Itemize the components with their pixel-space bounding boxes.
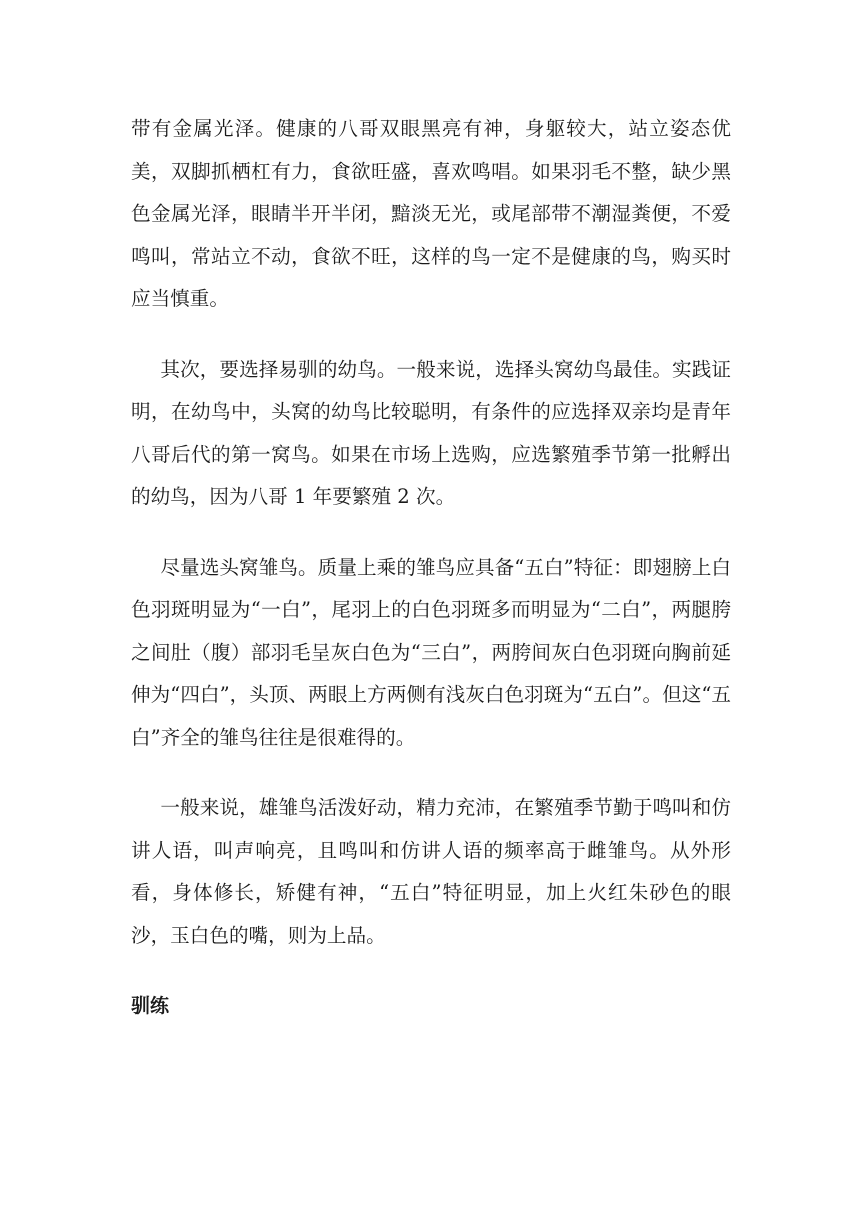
paragraph-health-signs: 带有金属光泽。健康的八哥双眼黑亮有神，身躯较大，站立姿态优美，双脚抓栖杠有力，食欲旺盛，喜欢鸣唱。如果羽毛不整，缺少黑色金属光泽，眼睛半开半闭，黯淡无光，或尾部带不潮湿粪便，不爱鸣叫，常站立不动，食欲不旺，这样的鸟一定不是健康的鸟，购买时应当慎重。 — [131, 117, 731, 310]
paragraph-male-chick: 一般来说，雄雏鸟活泼好动，精力充沛，在繁殖季节勤于鸣叫和仿讲人语，叫声响亮，且鸣叫和仿讲人语的频率高于雌雏鸟。从外形看，身体修长，矫健有神，“五白”特征明显，加上火红朱砂色的眼沙，玉白色的嘴，则为上品。 — [131, 796, 731, 947]
section-heading-training: 驯练 — [131, 995, 170, 1017]
document-body — [131, 108, 731, 1028]
paragraph-five-whites: 尽量选头窝雏鸟。质量上乘的雏鸟应具备“五白”特征：即翅膀上白色羽斑明显为“一白”，尾羽上的白色羽斑多而明显为“二白”，两腿胯之间肚（腹）部羽毛呈灰白色为“三白”，两胯间灰白色羽斑向胸前延伸为“四白”，头顶、两眼上方两侧有浅灰白色羽斑为“五白”。但这“五白”齐全的雏鸟往往是很难得的。 — [131, 555, 731, 749]
paragraph-first-nest: 其次，要选择易驯的幼鸟。一般来说，选择头窝幼鸟最佳。实践证明，在幼鸟中，头窝的幼鸟比较聪明，有条件的应选择双亲均是青年八哥后代的第一窝鸟。如果在市场上选购，应选繁殖季节第一批孵出的幼鸟，因为八哥 1 年要繁殖 2 次。 — [131, 357, 731, 508]
